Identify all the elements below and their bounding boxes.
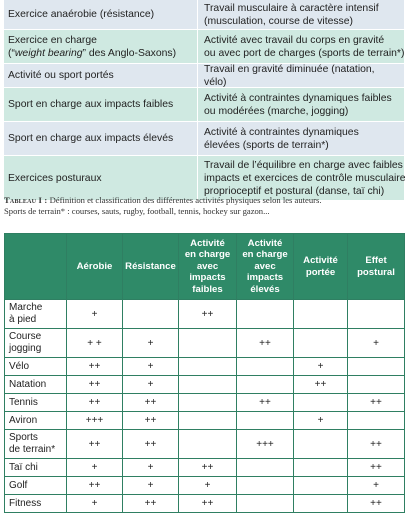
- rating-cell: [123, 300, 179, 329]
- rating-cell: [294, 495, 348, 513]
- rating-cell: ++: [179, 300, 237, 329]
- activity-cell: [4, 30, 197, 63]
- rating-cell: ++: [67, 477, 123, 495]
- rating-cell: +: [348, 477, 405, 495]
- rating-cell: ++: [67, 376, 123, 394]
- rating-cell: +: [67, 459, 123, 477]
- definition-line: impacts et exercices de contrôle musculaire: [204, 172, 406, 184]
- table-row: [5, 495, 405, 513]
- rating-cell: +: [123, 376, 179, 394]
- header-effet-postural: Effet postural: [348, 234, 405, 300]
- rating-cell: ++: [123, 430, 179, 459]
- header-activite-portee: Activité portée: [294, 234, 348, 300]
- rating-cell: +: [123, 477, 179, 495]
- activity-cell: [4, 88, 197, 121]
- rating-cell: +: [67, 300, 123, 329]
- rating-cell: [179, 329, 237, 358]
- table-row: [5, 376, 405, 394]
- rating-cell: [237, 358, 294, 376]
- rating-cell: ++: [348, 459, 405, 477]
- rating-cell: +: [123, 329, 179, 358]
- definitions-table: [4, 0, 404, 201]
- activity-cell: [4, 156, 197, 200]
- header-impacts-eleves: Activité en charge avec impacts élevés: [237, 234, 294, 300]
- rating-cell: [294, 459, 348, 477]
- table-row: [5, 430, 405, 459]
- definition-cell: [197, 122, 404, 155]
- rating-cell: [348, 300, 405, 329]
- definition-cell: [197, 64, 404, 87]
- definition-line: (musculation, course de vitesse): [204, 15, 353, 27]
- definition-line: élevées (sports de terrain*): [204, 139, 329, 151]
- table-row: [5, 477, 405, 495]
- table-row: [5, 358, 405, 376]
- rating-cell: [294, 430, 348, 459]
- table-row: [4, 30, 404, 64]
- activity-name: Aviron: [5, 412, 67, 430]
- rating-cell: [348, 412, 405, 430]
- rating-cell: ++: [67, 430, 123, 459]
- activity-cell: [4, 0, 197, 29]
- rating-cell: ++: [67, 394, 123, 412]
- rating-cell: [237, 300, 294, 329]
- definition-cell: [197, 30, 404, 63]
- rating-cell: [237, 495, 294, 513]
- activity-label: Sport en charge aux impacts élevés: [8, 133, 174, 144]
- rating-cell: [179, 358, 237, 376]
- rating-cell: ++: [348, 495, 405, 513]
- rating-cell: [237, 459, 294, 477]
- activity-name: Vélo: [5, 358, 67, 376]
- table-row: [5, 300, 405, 329]
- rating-cell: +: [348, 329, 405, 358]
- activities-matrix-table: [4, 233, 405, 513]
- rating-cell: +: [294, 358, 348, 376]
- activity-label: Exercice en charge: [8, 34, 97, 46]
- rating-cell: [179, 394, 237, 412]
- rating-cell: [179, 430, 237, 459]
- rating-cell: ++: [348, 394, 405, 412]
- table-row: [5, 394, 405, 412]
- rating-cell: +: [179, 477, 237, 495]
- rating-cell: ++: [179, 495, 237, 513]
- rating-cell: [237, 477, 294, 495]
- table-row: [5, 329, 405, 358]
- caption-text: Définition et classification des différentes activités physiques selon les auteurs.: [47, 195, 322, 205]
- rating-cell: ++: [67, 358, 123, 376]
- definition-line: ou modérées (marche, jogging): [204, 105, 349, 117]
- rating-cell: +++: [237, 430, 294, 459]
- activity-name: Taï chi: [5, 459, 67, 477]
- table-row: [4, 88, 404, 122]
- rating-cell: +: [123, 459, 179, 477]
- rating-cell: +++: [67, 412, 123, 430]
- rating-cell: +: [123, 358, 179, 376]
- rating-cell: ++: [123, 495, 179, 513]
- rating-cell: [294, 300, 348, 329]
- definition-line: Activité à contraintes dynamiques: [204, 126, 359, 138]
- rating-cell: ++: [123, 412, 179, 430]
- rating-cell: [179, 412, 237, 430]
- activity-label: Activité ou sport portés: [8, 70, 114, 81]
- rating-cell: [348, 376, 405, 394]
- caption-line: [4, 195, 406, 206]
- rating-cell: [294, 477, 348, 495]
- definition-line: Activité avec travail du corps en gravité: [204, 34, 385, 46]
- header-aerobie: Aérobie: [67, 234, 123, 300]
- activity-label: Sport en charge aux impacts faibles: [8, 99, 174, 110]
- rating-cell: +: [67, 495, 123, 513]
- activity-cell: [4, 122, 197, 155]
- rating-cell: ++: [237, 394, 294, 412]
- table-row: [5, 412, 405, 430]
- activity-name: Fitness: [5, 495, 67, 513]
- definition-cell: [197, 156, 404, 200]
- header-resistance: Résistance: [123, 234, 179, 300]
- definition-line: ou avec port de charges (sports de terrain*): [204, 47, 405, 59]
- rating-cell: [237, 376, 294, 394]
- rating-cell: [294, 329, 348, 358]
- rating-cell: ++: [179, 459, 237, 477]
- rating-cell: ++: [237, 329, 294, 358]
- activity-name: Marche à pied: [5, 300, 67, 329]
- rating-cell: [237, 412, 294, 430]
- rating-cell: [294, 394, 348, 412]
- activity-label: Exercice anaérobie (résistance): [8, 9, 155, 20]
- header-row: [5, 234, 405, 300]
- definition-line: Travail musculaire à caractère intensif: [204, 2, 379, 14]
- definition-line: Travail de l’équilibre en charge avec faibles: [204, 159, 403, 171]
- table-row: [4, 0, 404, 30]
- table-caption: [4, 195, 406, 217]
- rating-cell: +: [294, 412, 348, 430]
- table-row: [4, 64, 404, 88]
- activity-name: Course jogging: [5, 329, 67, 358]
- rating-cell: [348, 358, 405, 376]
- definition-line: Travail en gravité diminuée (natation, vélo): [204, 63, 375, 88]
- definition-cell: [197, 88, 404, 121]
- rating-cell: ++: [294, 376, 348, 394]
- activity-label: Exercices posturaux: [8, 172, 102, 184]
- header-impacts-faibles: Activité en charge avec impacts faibles: [179, 234, 237, 300]
- activity-cell: [4, 64, 197, 87]
- definition-cell: [197, 0, 404, 29]
- definition-line: proprioceptif et postural (danse, taï chi): [204, 185, 385, 197]
- caption-label: Tableau I :: [4, 195, 48, 205]
- activity-name: Natation: [5, 376, 67, 394]
- rating-cell: ++: [348, 430, 405, 459]
- rating-cell: [179, 376, 237, 394]
- caption-footnote: Sports de terrain* : courses, sauts, rugby, football, tennis, hockey sur gazon...: [4, 206, 270, 216]
- activity-name: Sports de terrain*: [5, 430, 67, 459]
- table-row: [4, 122, 404, 156]
- activity-name: Golf: [5, 477, 67, 495]
- header-corner: [5, 234, 67, 300]
- activity-name: Tennis: [5, 394, 67, 412]
- rating-cell: ++: [123, 394, 179, 412]
- table-row: [5, 459, 405, 477]
- rating-cell: + +: [67, 329, 123, 358]
- definition-line: Activité à contraintes dynamiques faibles: [204, 92, 392, 104]
- activity-label-line2: (“weight bearing” des Anglo-Saxons): [8, 47, 177, 59]
